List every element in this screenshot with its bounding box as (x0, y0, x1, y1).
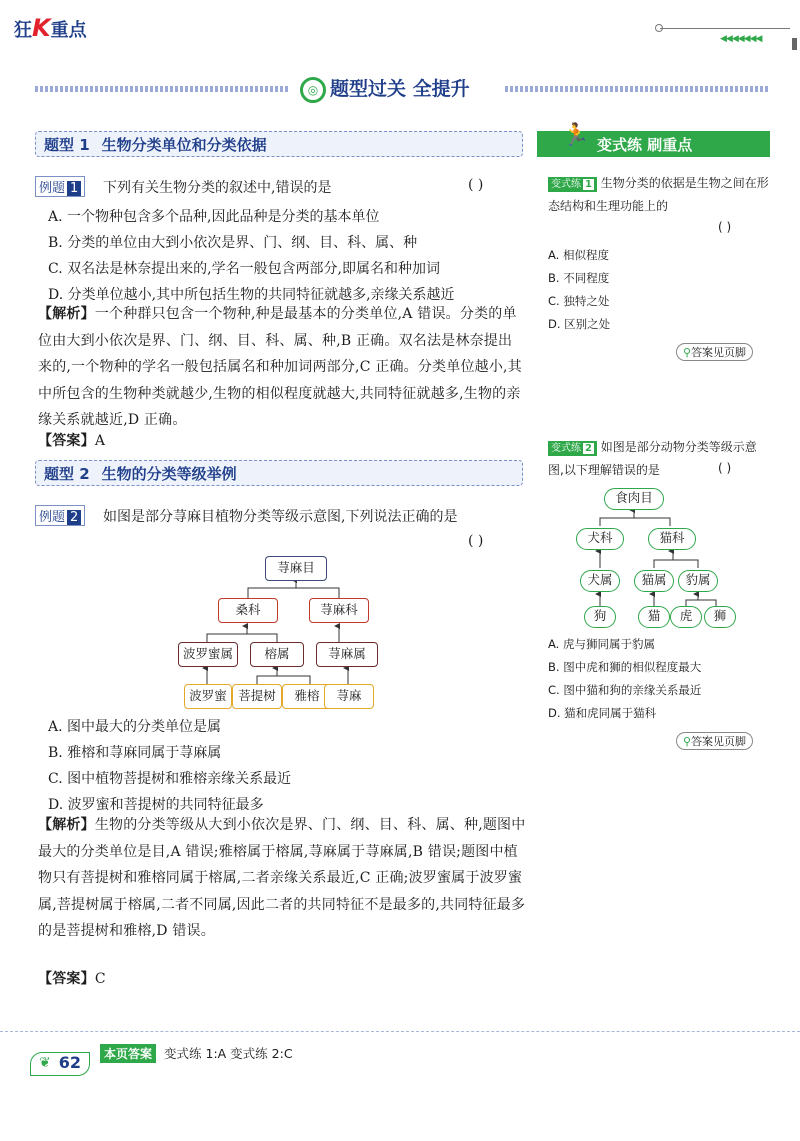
node-species-4: 荨麻 (324, 684, 374, 709)
node-animal-species-4: 狮 (704, 606, 736, 628)
section2-title: 生物的分类等级举例 (101, 465, 237, 483)
section1-label: 题型 1 (44, 136, 90, 154)
practice1-option-a: A. 相似程度 (548, 248, 609, 262)
runner-icon: 🏃 (562, 123, 590, 148)
page-number (30, 1052, 90, 1076)
band-divider-right (505, 86, 770, 92)
animal-classification-diagram (570, 486, 740, 630)
band-title (300, 74, 470, 103)
practice1-option-b: B. 不同程度 (548, 271, 610, 285)
footer-answers-text: 变式练 1:A 变式练 2:C (164, 1046, 293, 1061)
node-animal-genus-1: 犬属 (580, 570, 620, 592)
node-species-1: 波罗蜜 (184, 684, 232, 709)
page-number-text: 62 (58, 1053, 81, 1072)
example2-option-b: B. 雅榕和荨麻同属于荨麻属 (48, 745, 222, 761)
practice2-option-c: C. 图中猫和狗的亲缘关系最近 (548, 683, 702, 697)
example2-tag-text: 例题 (39, 510, 66, 525)
practice1-option-c: C. 独特之处 (548, 294, 610, 308)
example2-option-d: D. 波罗蜜和菩提树的共同特征最多 (48, 797, 264, 813)
example1-analysis-text: 一个种群只包含一个物种,种是最基本的分类单位,A 错误。分类的单位由大到小依次是界、门、纲、目、科、属、种,B 正确。双名法是林奈提出来的,一个物种的学名一般包括属名和种加词两部分,C 正确。分类单位越小,其中所包含的生物种类就越少,生物的相似程度就越大,共同特征就越多,生物的亲缘关系就越近,D 正确。 (38, 306, 522, 428)
practice2-tag (548, 441, 597, 456)
node-genus-3: 荨麻属 (316, 642, 378, 667)
practice1-num: 1 (585, 179, 592, 190)
node-animal-genus-3: 豹属 (678, 570, 718, 592)
footer-answers-label: 本页答案 (100, 1044, 156, 1063)
node-genus-2: 榕属 (250, 642, 304, 667)
example1-paren: ( ) (468, 177, 484, 193)
logo-prefix: 狂 (14, 20, 32, 41)
key-icon: ⚲ (683, 346, 692, 359)
practice2-num: 2 (585, 443, 592, 454)
example2-paren: ( ) (468, 533, 484, 549)
practice2-paren: ( ) (718, 461, 732, 475)
example2-question: 如图是部分荨麻目植物分类等级示意图,下列说法正确的是 (103, 509, 458, 525)
example1-option-b: B. 分类的单位由大到小依次是界、门、纲、目、科、属、种 (48, 235, 418, 251)
practice1-text (548, 172, 770, 218)
practice1-paren: ( ) (718, 220, 732, 234)
practice1-tag (548, 177, 597, 192)
practice2-answer-note-text: 答案见页脚 (691, 735, 747, 748)
logo-k: K (32, 14, 51, 42)
practice1-option-d: D. 区别之处 (548, 317, 611, 331)
node-animal-genus-2: 猫属 (634, 570, 674, 592)
spiral-icon: ◎ (300, 77, 326, 103)
example2-analysis (38, 812, 526, 945)
footer-answers (100, 1044, 293, 1063)
plant-classification-diagram (170, 550, 390, 710)
key-icon: ⚲ (683, 735, 692, 748)
example1-num: 1 (67, 181, 81, 196)
practice2-question: 如图是部分动物分类等级示意图,以下理解错误的是 (548, 440, 757, 477)
example1-option-c: C. 双名法是林奈提出来的,学名一般包含两部分,即属名和种加词 (48, 261, 441, 277)
example2-answer-value: C (94, 971, 106, 987)
node-animal-species-3: 虎 (670, 606, 702, 628)
section1-header (35, 131, 523, 157)
practice2-answer-note[interactable] (676, 732, 753, 750)
example2-option-a: A. 图中最大的分类单位是属 (48, 719, 222, 735)
practice2-text (548, 436, 770, 482)
practice1-answer-note-text: 答案见页脚 (691, 346, 747, 359)
node-animal-family-2: 猫科 (648, 528, 696, 550)
example1-tag (35, 176, 85, 197)
node-animal-species-2: 猫 (638, 606, 670, 628)
example2-analysis-label: 【解析】 (38, 817, 95, 833)
practice1-tag-text: 变式练 (551, 179, 581, 190)
example2-analysis-text: 生物的分类等级从大到小依次是界、门、纲、目、科、属、种,题图中最大的分类单位是目,A 错误;雅榕属于榕属,荨麻属于荨麻属,B 错误;题图中植物只有菩提树和雅榕同属于榕属,二者亲缘关系最近,C 正确;波罗蜜属于波罗蜜属,菩提树属于榕属,二者不同属,因此二者的共同特征不是最多的,共同特征最多的是菩提树和雅榕,D 错误。 (38, 817, 526, 939)
arrow-decoration-icon: ◀◀◀◀◀◀◀ (720, 34, 762, 44)
node-animal-species-1: 狗 (584, 606, 616, 628)
node-family-2: 荨麻科 (309, 598, 369, 623)
section2-header (35, 460, 523, 486)
band-divider-left (35, 86, 290, 92)
section1-title: 生物分类单位和分类依据 (101, 136, 267, 154)
edge-mark (792, 38, 797, 50)
example1-option-a: A. 一个物种包含多个品种,因此品种是分类的基本单位 (48, 209, 380, 225)
example2-answer (38, 966, 526, 993)
node-order: 荨麻目 (265, 556, 327, 581)
node-animal-order: 食肉目 (604, 488, 664, 510)
footer-divider (0, 1031, 800, 1032)
node-genus-1: 波罗蜜属 (178, 642, 238, 667)
band-title-text: 题型过关 全提升 (330, 78, 470, 100)
node-family-1: 桑科 (218, 598, 278, 623)
example1-question: 下列有关生物分类的叙述中,错误的是 (103, 180, 332, 196)
section2-label: 题型 2 (44, 465, 90, 483)
logo (14, 14, 87, 42)
example1-analysis-label: 【解析】 (38, 306, 95, 322)
practice1-answer-note[interactable] (676, 343, 753, 361)
sprout-icon: ❦ (39, 1055, 51, 1071)
example2-option-c: C. 图中植物菩提树和雅榕亲缘关系最近 (48, 771, 292, 787)
practice2-option-b: B. 图中虎和狮的相似程度最大 (548, 660, 702, 674)
node-species-2: 菩提树 (232, 684, 282, 709)
practice2-option-d: D. 猫和虎同属于猫科 (548, 706, 657, 720)
practice2-option-a: A. 虎与狮同属于豹属 (548, 637, 655, 651)
practice2-tag-text: 变式练 (551, 443, 581, 454)
example1-answer (38, 428, 526, 455)
header-rule (660, 28, 790, 29)
example2-tag (35, 505, 85, 526)
practice1-question: 生物分类的依据是生物之间在形态结构和生理功能上的 (548, 176, 769, 213)
example1-tag-text: 例题 (39, 181, 66, 196)
example1-analysis (38, 301, 526, 434)
practice-header: 变式练 刷重点 (537, 131, 770, 157)
example1-answer-value: A (94, 433, 106, 449)
example1-option-d: D. 分类单位越小,其中所包括生物的共同特征就越多,亲缘关系越近 (48, 287, 455, 303)
example2-num: 2 (67, 510, 81, 525)
node-species-3: 雅榕 (282, 684, 332, 709)
node-animal-family-1: 犬科 (576, 528, 624, 550)
example1-answer-label: 【答案】 (38, 433, 95, 449)
logo-suffix: 重点 (50, 20, 87, 41)
example2-answer-label: 【答案】 (38, 971, 95, 987)
